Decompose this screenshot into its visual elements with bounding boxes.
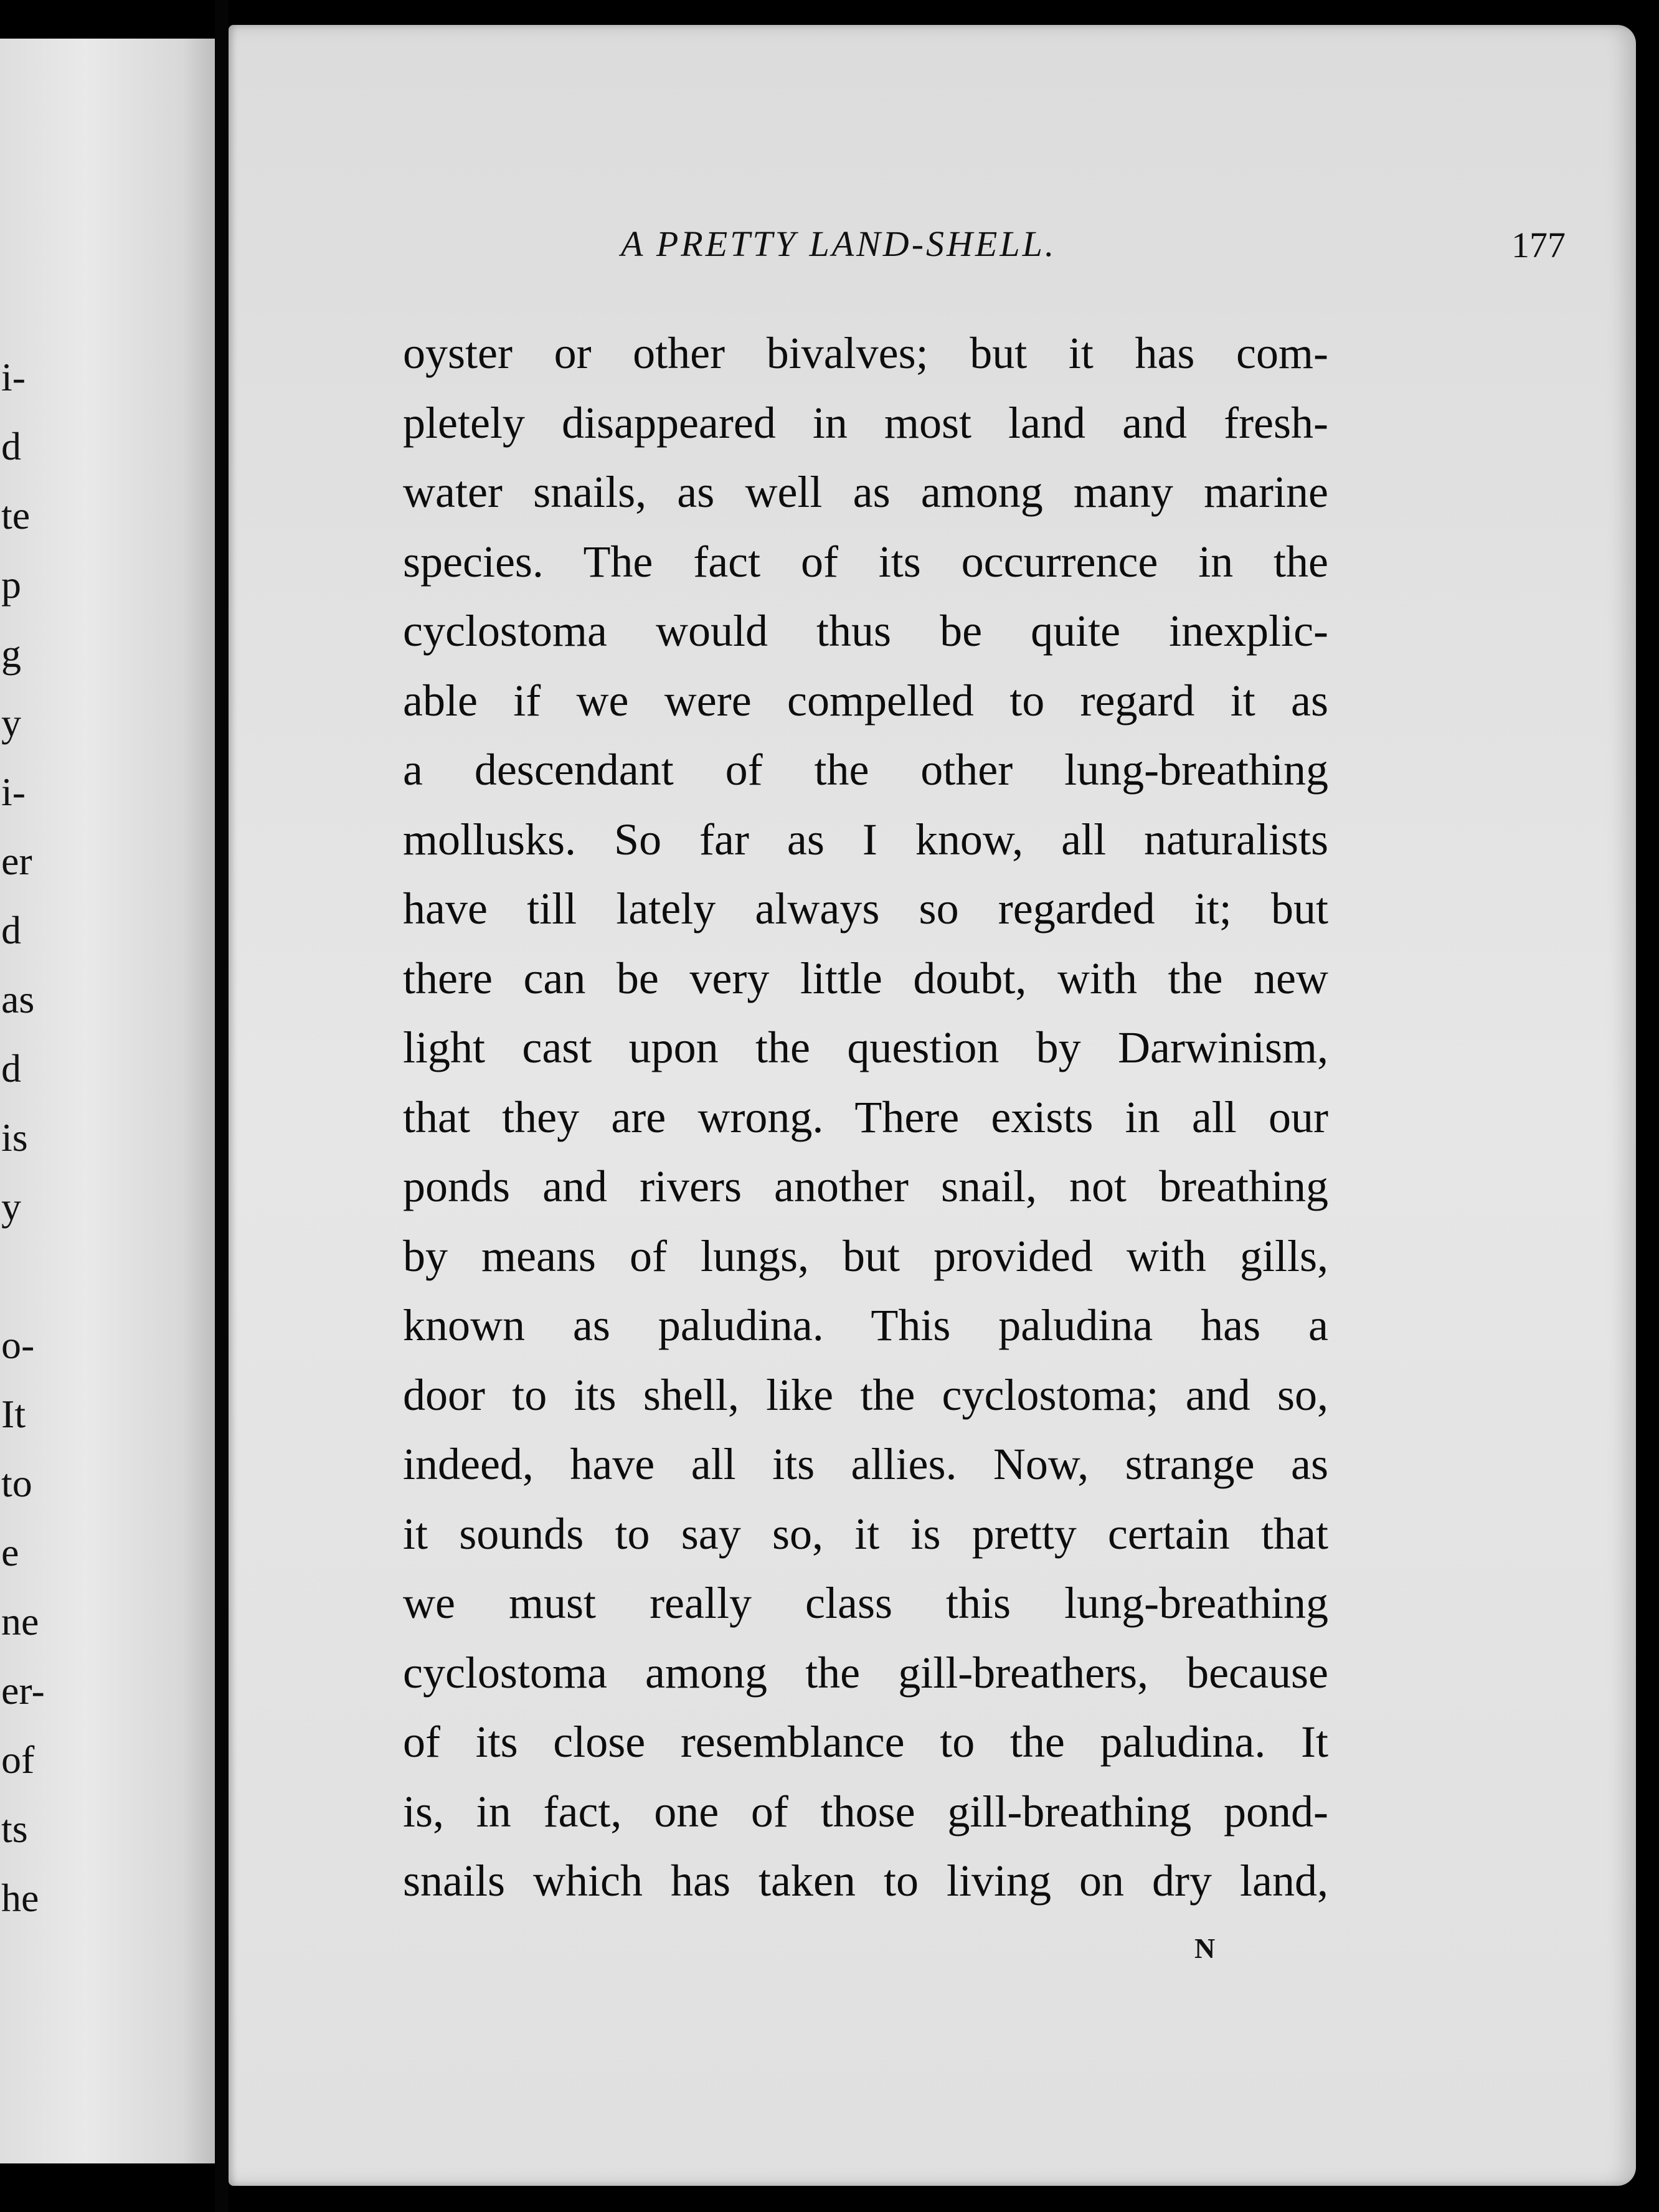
- running-title: A PRETTY LAND-SHELL.: [621, 224, 1057, 264]
- facing-line: y: [1, 701, 21, 745]
- facing-page: [0, 39, 215, 2163]
- running-head: [621, 223, 1566, 279]
- facing-line: g: [1, 631, 21, 676]
- text-line: by means of lungs, but provided with gills,: [403, 1231, 1328, 1281]
- facing-line: y: [1, 1184, 21, 1229]
- facing-line: i-: [1, 770, 26, 814]
- body-text: [403, 319, 1328, 1916]
- facing-line: It: [1, 1392, 26, 1436]
- text-line: door to its shell, like the cyclostoma; and so,: [403, 1369, 1328, 1420]
- facing-line: d: [1, 908, 21, 952]
- facing-line: ne: [1, 1599, 39, 1643]
- text-line: it sounds to say so, it is pretty certain that: [403, 1508, 1328, 1559]
- text-line: able if we were compelled to regard it as: [403, 675, 1328, 726]
- facing-line: er-: [1, 1668, 45, 1713]
- facing-line: of: [1, 1737, 35, 1782]
- text-line: water snails, as well as among many marine: [403, 467, 1328, 517]
- book-page: [229, 25, 1636, 2186]
- facing-line: e: [1, 1530, 19, 1574]
- facing-line: o-: [1, 1323, 35, 1367]
- facing-page-text: [1, 343, 45, 1932]
- facing-line: p: [1, 562, 21, 607]
- text-line: that they are wrong. There exists in all our: [403, 1092, 1328, 1142]
- text-line: have till lately always so regarded it; but: [403, 884, 1328, 933]
- text-line: is, in fact, one of those gill-breathing pond-: [403, 1786, 1328, 1836]
- text-line: a descendant of the other lung-breathing: [403, 745, 1328, 795]
- book-gutter: [215, 0, 229, 2212]
- facing-line: ts: [1, 1807, 28, 1851]
- facing-line: d: [1, 424, 21, 468]
- text-line: mollusks. So far as I know, all naturalists: [403, 814, 1328, 864]
- page-edge: [1636, 0, 1659, 2212]
- signature-mark: N: [1194, 1932, 1216, 1964]
- text-line: cyclostoma among the gill-breathers, because: [403, 1647, 1328, 1698]
- text-line: light cast upon the question by Darwinism,: [403, 1023, 1328, 1072]
- text-line: pletely disappeared in most land and fresh-: [403, 397, 1328, 448]
- facing-line: er: [1, 839, 32, 883]
- text-line: snails which has taken to living on dry land,: [403, 1856, 1328, 1906]
- facing-line: i-: [1, 355, 26, 399]
- facing-line: to: [1, 1461, 32, 1505]
- text-line: we must really class this lung-breathing: [403, 1578, 1328, 1628]
- text-line: of its close resemblance to the paludina. It: [403, 1717, 1328, 1767]
- text-line: there can be very little doubt, with the new: [403, 953, 1328, 1003]
- facing-line: d: [1, 1046, 21, 1090]
- facing-line: te: [1, 493, 31, 537]
- text-line: cyclostoma would thus be quite inexplic-: [403, 606, 1328, 656]
- text-line: oyster or other bivalves; but it has com-: [403, 328, 1328, 378]
- facing-line: is: [1, 1115, 28, 1160]
- text-line: known as paludina. This paludina has a: [403, 1300, 1328, 1350]
- facing-line: as: [1, 977, 35, 1021]
- facing-line: [1, 1241, 45, 1310]
- page-number: 177: [1511, 225, 1566, 265]
- text-line: indeed, have all its allies. Now, strange as: [403, 1439, 1328, 1489]
- facing-line: he: [1, 1876, 39, 1920]
- text-line: ponds and rivers another snail, not breathing: [403, 1161, 1328, 1211]
- text-line: species. The fact of its occurrence in the: [403, 536, 1328, 587]
